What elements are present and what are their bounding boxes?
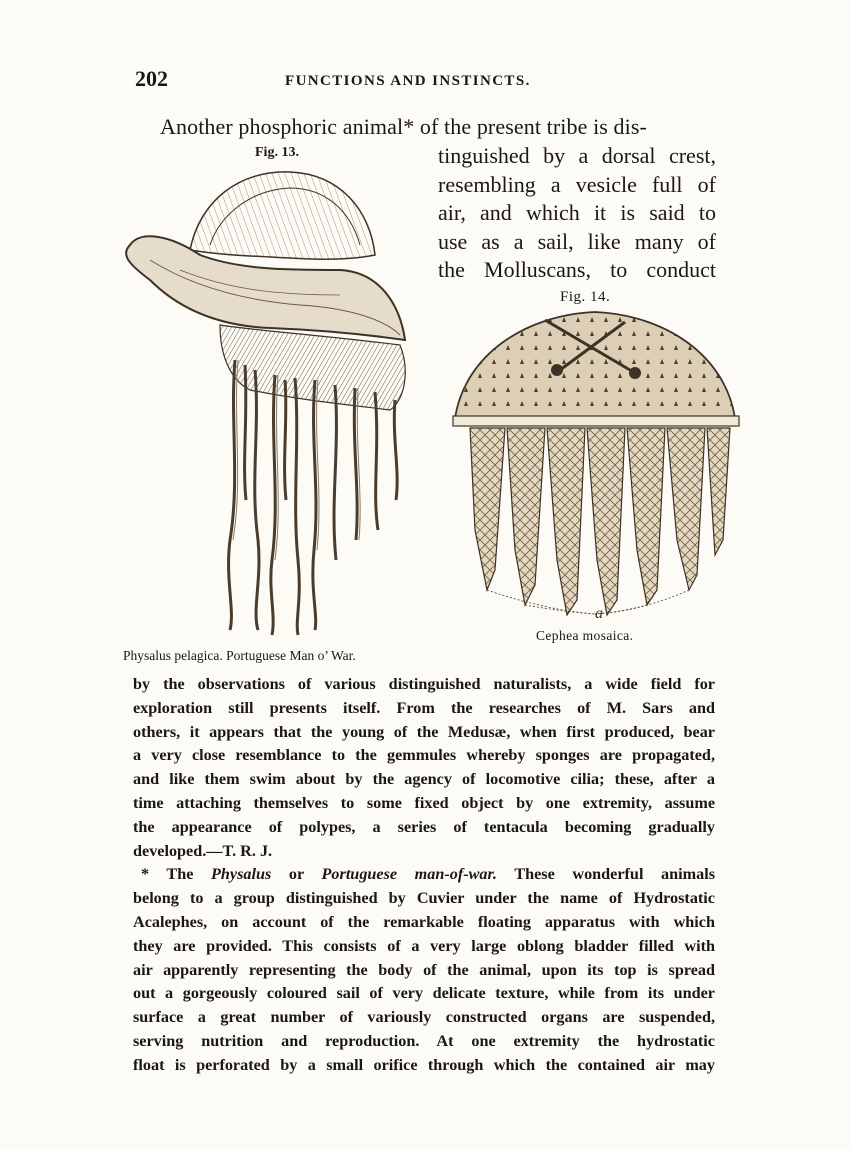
footnote-marker: * xyxy=(141,865,150,884)
footnote-line: out a gorgeously coloured sail of very delicate texture, while from its under xyxy=(133,984,715,1003)
footnote-or: or xyxy=(288,865,304,884)
wrap-line: use as a sail, like many of xyxy=(438,228,716,254)
body-line: and like them swim about by the agency of locomotive cilia; these, after a xyxy=(133,770,715,789)
body-line: by the observations of various distinguished naturalists, a wide field for xyxy=(133,675,715,693)
wrap-line: tinguished by a dorsal crest, xyxy=(438,143,716,168)
body-line: developed.—T. R. J. xyxy=(133,841,273,860)
footnote-line: belong to a group distinguished by Cuvier under the name of Hydrostatic xyxy=(133,889,715,908)
wrap-line: air, and which it is said to xyxy=(438,200,716,225)
wrap-line: the Molluscans, to conduct xyxy=(438,257,716,282)
figure-14-label: Fig. 14. xyxy=(560,289,611,305)
footnote-term: Portuguese man-of-war. xyxy=(321,865,497,884)
wrapped-paragraph xyxy=(438,142,716,285)
footnote-intro: The xyxy=(166,865,194,884)
page-header xyxy=(135,66,720,96)
body-line: the appearance of polypes, a series of tentacula becoming gradually xyxy=(133,817,715,836)
footnote-term: Physalus xyxy=(211,865,272,884)
figure-marker-a: a xyxy=(595,605,603,622)
physalus-illustration xyxy=(120,160,430,640)
body-text xyxy=(133,673,715,1078)
body-line: time attaching themselves to some fixed object by one extremity, assume xyxy=(133,793,715,812)
body-line: a very close resemblance to the gemmules whereby sponges are propagated, xyxy=(133,746,715,765)
cephea-illustration xyxy=(445,300,745,630)
footnote-rest: These wonderful animals xyxy=(514,865,716,884)
footnote-line: float is perforated by a small orifice through which the contained air may xyxy=(133,1055,715,1074)
wrap-line: resembling a vesicle full of xyxy=(438,171,716,197)
figure-13-caption: Physalus pelagica. Portuguese Man o’ War. xyxy=(123,648,356,663)
running-head: FUNCTIONS AND INSTINCTS. xyxy=(285,73,531,89)
footnote-line: they are provided. This consists of a very large oblong bladder filled with xyxy=(133,936,715,955)
lead-line: Another phosphoric animal* of the present tribe is dis- xyxy=(160,114,647,139)
footnote-line: Acalephes, on account of the remarkable floating apparatus with which xyxy=(133,912,715,931)
body-line: others, it appears that the young of the Medusæ, when first produced, bear xyxy=(133,722,715,741)
footnote-first-line xyxy=(133,863,715,887)
footnote-line: surface a great number of variously constructed organs are suspended, xyxy=(133,1008,715,1027)
page-number: 202 xyxy=(135,66,168,91)
footnote-line: serving nutrition and reproduction. At one extremity the hydrostatic xyxy=(133,1031,715,1050)
figure-14-caption: Cephea mosaica. xyxy=(536,628,634,643)
body-line: exploration still presents itself. From the researches of M. Sars and xyxy=(133,698,715,717)
footnote-line: air apparently representing the body of the animal, upon its top is spread xyxy=(133,960,715,979)
figure-13-label: Fig. 13. xyxy=(255,145,299,160)
